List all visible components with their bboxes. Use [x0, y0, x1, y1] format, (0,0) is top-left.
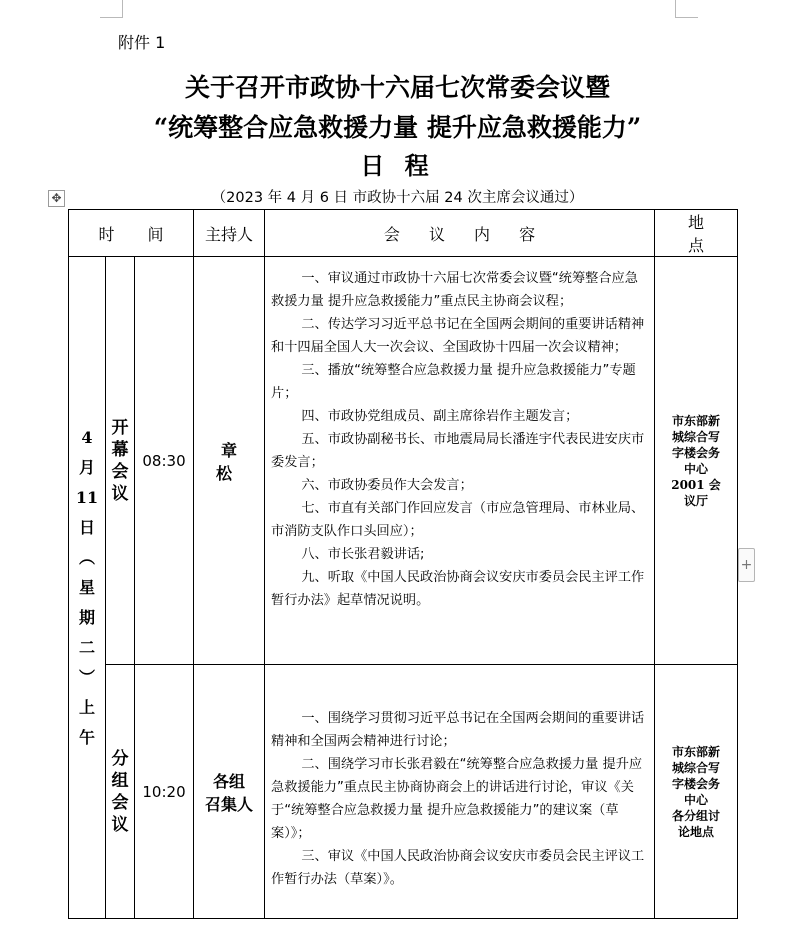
- table-header-row: [69, 210, 738, 257]
- approval-subtitle: （2023 年 4 月 6 日 市政协十六届 24 次主席会议通过）: [211, 190, 584, 206]
- agenda-content-group: [265, 665, 655, 919]
- header-host: 主持人: [194, 210, 265, 257]
- header-time: 时 间: [69, 210, 194, 257]
- agenda-item: 二、围绕学习市长张君毅在“统筹整合应急救援力量 提升应急救援能力”重点民主协商协商会上的讲话进行讨论，审议《关于“统筹整合应急救援力量 提升应急救援能力”的建议案（草案）》；: [271, 757, 643, 841]
- agenda-item: 七、市直有关部门作回应发言（市应急管理局、市林业局、市消防支队作口头回应）；: [271, 501, 645, 539]
- header-location: 地 点: [655, 210, 738, 257]
- agenda-content-opening: [265, 257, 655, 665]
- location-opening: 市东部新 城综合写 字楼会务 中心 2001 会 议厅: [655, 257, 738, 665]
- date-vertical-text: 4 月 11 日 ︵ 星 期 二 ︶ 上 午: [75, 427, 99, 747]
- session-name-opening: 开 幕 会 议: [106, 257, 135, 665]
- agenda-item: 六、市政协委员作大会发言；: [301, 478, 473, 493]
- title-line-3: 日 程: [360, 151, 435, 180]
- crop-mark-top-left: [100, 0, 123, 18]
- title-line-1: 关于召开市政协十六届七次常委会议暨: [184, 73, 610, 102]
- agenda-item: 五、市政协副秘书长、市地震局局长潘连宇代表民进安庆市委发言；: [271, 432, 645, 470]
- agenda-item: 三、审议《中国人民政治协商会议安庆市委员会民主评议工作暂行办法（草案）》。: [271, 849, 645, 887]
- date-cell: [69, 257, 106, 919]
- crop-mark-top-right: [675, 0, 698, 18]
- session-name-group: 分 组 会 议: [106, 665, 135, 919]
- agenda-item: 八、市长张君毅讲话;: [301, 547, 425, 562]
- location-group: 市东部新 城综合写 字楼会务 中心 各分组讨 论地点: [655, 665, 738, 919]
- attachment-label: 附件 1: [118, 33, 166, 52]
- agenda-item: 一、围绕学习贯彻习近平总书记在全国两会期间的重要讲话精神和全国两会精神进行讨论；: [271, 711, 645, 749]
- table-row: [69, 257, 738, 665]
- table-row: [69, 665, 738, 919]
- agenda-item: 四、市政协党组成员、副主席徐岩作主题发言；: [301, 409, 579, 424]
- add-row-icon[interactable]: +: [738, 548, 755, 582]
- schedule-table: [68, 209, 738, 919]
- session-time-group: 10:20: [135, 665, 194, 919]
- agenda-item: 二、传达学习习近平总书记在全国两会期间的重要讲话精神和十四届全国人大一次会议、全国政协十四届一次会议精神；: [271, 317, 645, 355]
- title-line-2: “统筹整合应急救援力量 提升应急救援能力”: [153, 113, 642, 142]
- host-group: 各组 召集人: [194, 665, 265, 919]
- session-time-opening: 08:30: [135, 257, 194, 665]
- host-opening: 章 松: [194, 257, 265, 665]
- agenda-item: 一、审议通过市政协十六届七次常委会议暨“统筹整合应急救援力量 提升应急救援能力”重点民主协商会议程；: [271, 271, 638, 309]
- agenda-item: 九、听取《中国人民政治协商会议安庆市委员会民主评工作暂行办法》起草情况说明。: [271, 570, 645, 608]
- agenda-item: 三、播放“统筹整合应急救援力量 提升应急救援能力”专题片；: [271, 363, 636, 401]
- header-content: 会 议 内 容: [265, 210, 655, 257]
- table-move-handle-icon[interactable]: ✥: [48, 190, 65, 207]
